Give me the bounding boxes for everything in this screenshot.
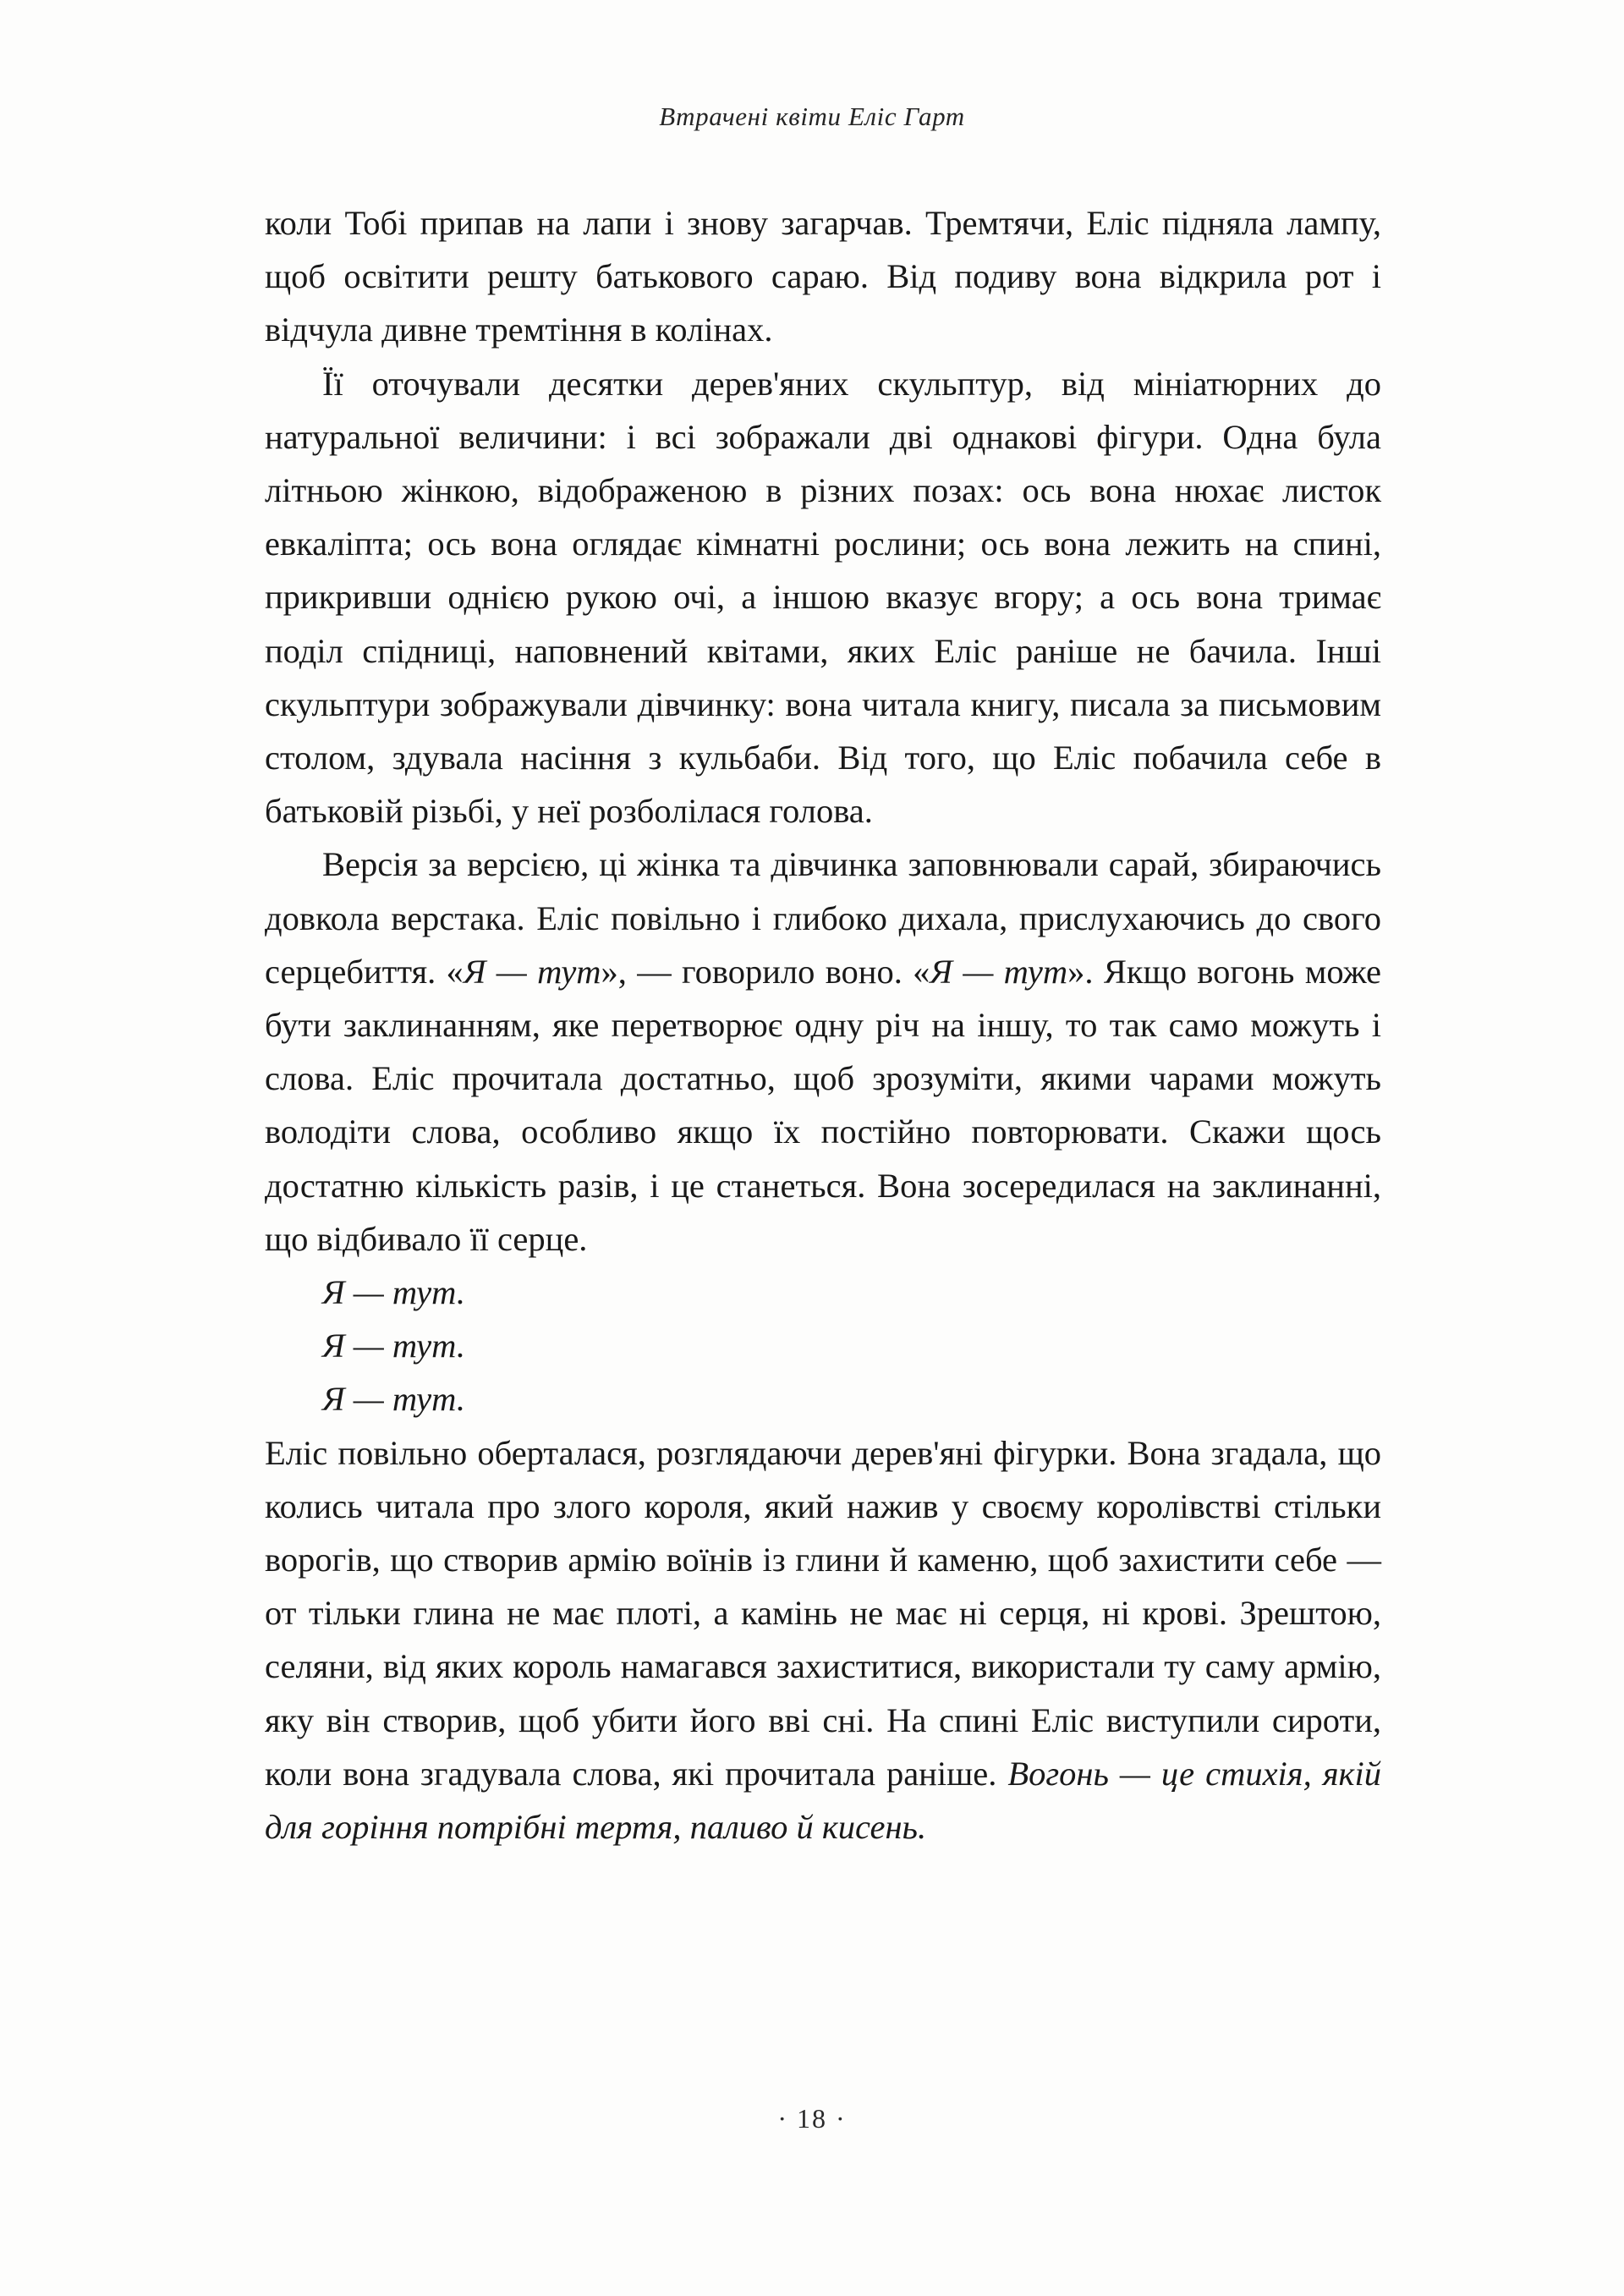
refrain-line-2: Я — тут. [322,1327,465,1365]
run-roman: ». Якщо вогонь може бути заклинанням, яке перетворює одну річ на іншу, то так само можуть і слова. Еліс прочитала достатньо, щоб зрозуміти, якими чарами можуть володіти слова, особливо якщо їх постійно повторювати. Скажи щось достатню кількість разів, і це станеться. Вона зосередилася на заклинанні, що відбивало її серце. [265,952,1381,1258]
run-roman: Еліс повільно оберталася, розглядаючи дерев'яні фігурки. Вона згадала, що колись читала про злого короля, який нажив у своєму королівстві стільки ворогів, що створив армію воїнів із глини й каменю, щоб захистити себе — от тільки глина не має плоті, а камінь не має ні серця, ні крові. Зрештою, селяни, від яких король намагався захиститися, використали ту саму армію, яку він створив, щоб убити його вві сні. На спині Еліс виступили сироти, коли вона згадувала слова, які прочитала раніше. [265,1433,1381,1793]
page-folio: · 18 · [777,2103,847,2134]
run-roman: », — говорило воно. « [601,952,930,991]
run-roman: Версія за версією, ці жінка та дівчинка заповнювали сарай, збираючись довкола верстака. Еліс повільно і глибоко дихала, прислухаючись до свого серцебиття. « [265,845,1381,991]
refrain-line-1: Я — тут. [322,1273,465,1312]
paragraph-1: коли Тобі припав на лапи і знову загарчав. Тремтячи, Еліс підняла лампу, щоб освітити решту батькового сараю. Від подиву вона відкрила рот і відчула дивне тремтіння в колінах. [265,204,1381,349]
text-block [265,196,1381,1854]
refrain-line-3: Я — тут. [322,1380,465,1419]
paragraph-3 [265,838,1381,1266]
run-italic-refrain-inline-2: Я — тут [930,952,1068,991]
run-italic-quote: Вогонь — це стихія, якій для горіння потрібні тертя, паливо й кисень. [265,1754,1382,1847]
paragraph-4 [265,1426,1381,1854]
paragraph-2: Її оточували десятки дерев'яних скульптур, від мініатюрних до натуральної величини: і всі зображали дві однакові фігури. Одна була літньою жінкою, відображеною в різних позах: ось вона нюхає листок евкаліпта; ось вона оглядає кімнатні рослини; ось вона лежить на спині, прикривши однією рукою очі, а іншою вказує вгору; а ось вона тримає поділ спідниці, наповнений квітами, яких Еліс раніше не бачила. Інші скульптури зображували дівчинку: вона читала книгу, писала за письмовим столом, здувала насіння з кульбаби. Від того, що Еліс побачила себе в батьковій різьбі, у неї розболілася голова. [265,364,1381,831]
run-italic-refrain-inline-1: Я — тут [463,952,601,991]
running-head: Втрачені квіти Еліс Гарт [659,102,965,131]
